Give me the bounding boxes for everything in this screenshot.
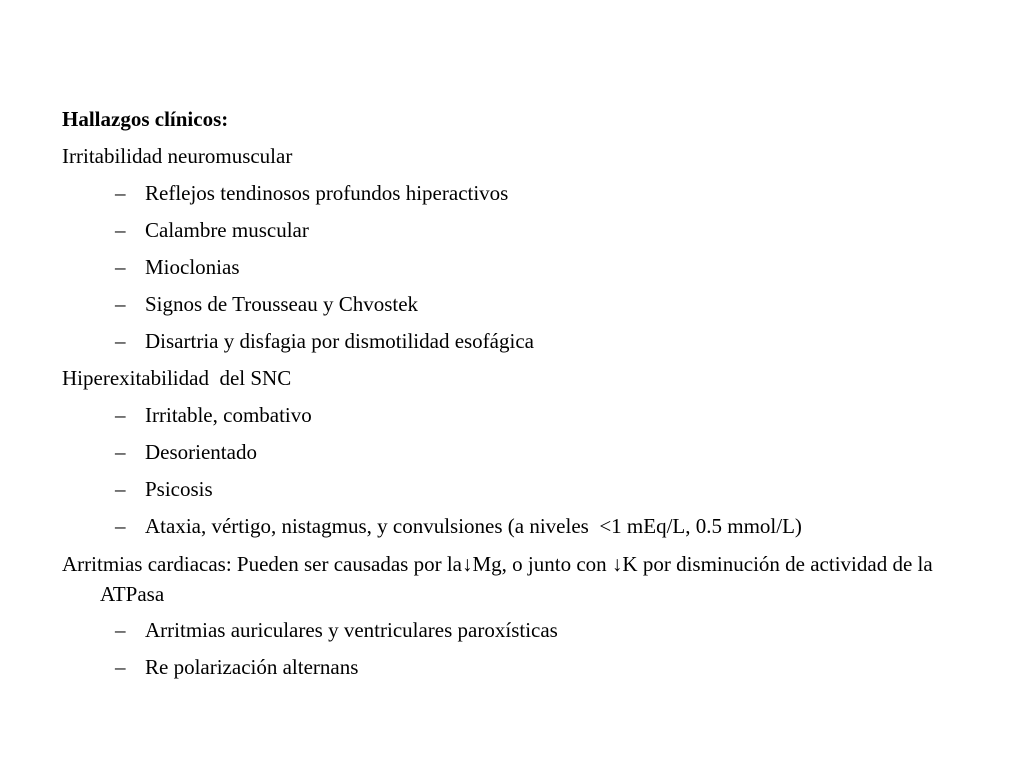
list-item-text: Irritable, combativo — [145, 403, 312, 427]
dash-bullet: – — [115, 181, 126, 205]
dash-bullet: – — [115, 655, 126, 679]
dash-bullet: – — [115, 329, 126, 353]
list-item — [62, 508, 992, 545]
section-title-neuromuscular: Irritabilidad neuromuscular — [62, 144, 293, 168]
list-item-text: Psicosis — [145, 477, 213, 501]
sub-list-snc — [62, 397, 992, 545]
list-item — [62, 323, 992, 360]
section-title-snc: Hiperexitabilidad del SNC — [62, 366, 292, 390]
dash-bullet: – — [115, 292, 126, 316]
sub-list-neuromuscular — [62, 175, 992, 360]
list-item-text: Arritmias auriculares y ventriculares paroxísticas — [145, 618, 558, 642]
slide-heading: Hallazgos clínicos: — [62, 107, 229, 131]
list-item — [62, 612, 992, 649]
list-item — [62, 212, 992, 249]
list-item-text: Desorientado — [145, 440, 257, 464]
dash-bullet: – — [115, 514, 126, 538]
list-item-text: Re polarización alternans — [145, 655, 359, 679]
list-item — [62, 471, 992, 508]
list-item-text: Disartria y disfagia por dismotilidad esofágica — [145, 329, 534, 353]
list-item — [62, 397, 992, 434]
section-title-arritmias: Arritmias cardiacas: Pueden ser causadas por la↓Mg, o junto con ↓K por disminución de actividad de la ATPasa — [62, 552, 933, 606]
list-item-text: Signos de Trousseau y Chvostek — [145, 292, 419, 316]
slide-content — [62, 101, 992, 686]
dash-bullet: – — [115, 440, 126, 464]
list-item — [62, 175, 992, 212]
list-item — [62, 434, 992, 471]
list-item-text: Calambre muscular — [145, 218, 309, 242]
sub-list-arritmias — [62, 612, 992, 686]
list-item — [62, 249, 992, 286]
list-item-text: Reflejos tendinosos profundos hiperactivos — [145, 181, 509, 205]
list-item-text: Ataxia, vértigo, nistagmus, y convulsiones (a niveles <1 mEq/L, 0.5 mmol/L) — [145, 514, 802, 538]
dash-bullet: – — [115, 255, 126, 279]
dash-bullet: – — [115, 618, 126, 642]
list-item — [62, 286, 992, 323]
dash-bullet: – — [115, 477, 126, 501]
dash-bullet: – — [115, 218, 126, 242]
dash-bullet: – — [115, 403, 126, 427]
list-item-text: Mioclonias — [145, 255, 240, 279]
list-item — [62, 649, 992, 686]
